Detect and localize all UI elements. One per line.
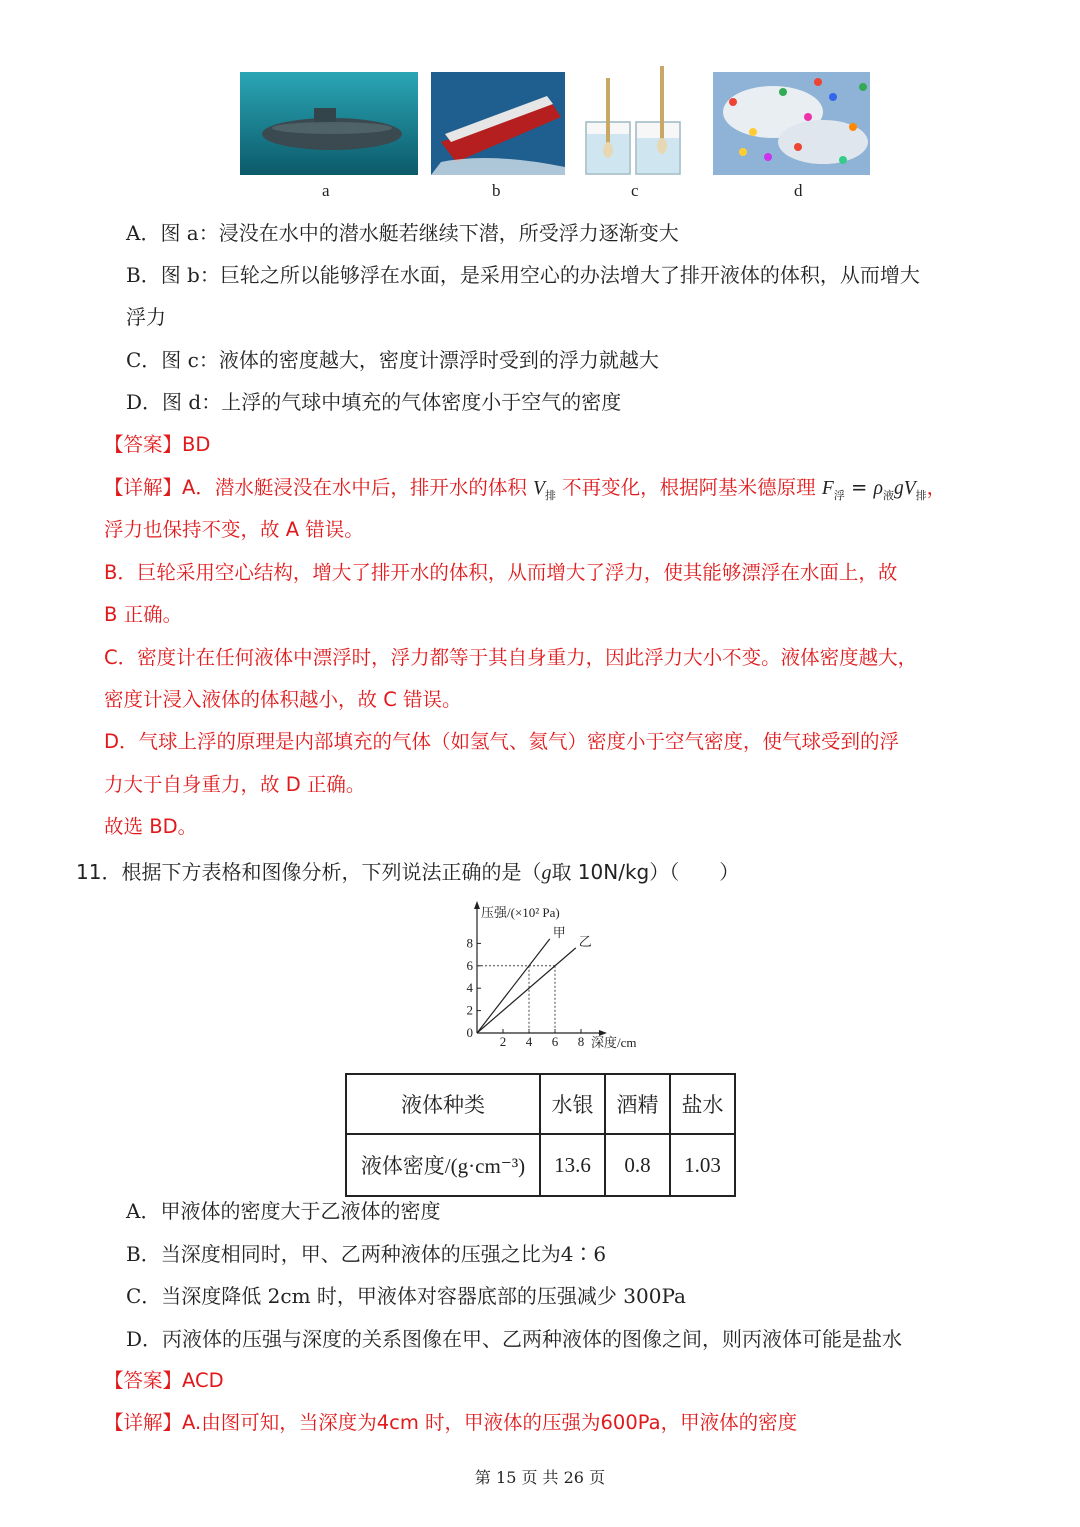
- x-tick-label: 6: [551, 1034, 559, 1049]
- q11-stem: [76, 856, 739, 885]
- q10-option-c: C．图 c：液体的密度越大，密度计漂浮时受到的浮力就越大: [126, 348, 659, 372]
- q11-number: 11．: [76, 860, 122, 884]
- y-axis-arrow: [474, 901, 480, 909]
- y-tick-label: 6: [466, 957, 473, 973]
- q10-detail-1a: 【详解】A．潜水艇浸没在水中后，排开水的体积: [104, 476, 527, 499]
- q10-detail-line3: B．巨轮采用空心结构，增大了排开水的体积，从而增大了浮力，使其能够漂浮在水面上，故: [104, 561, 898, 584]
- q11-detail-line1: 【详解】A.由图可知，当深度为4cm 时，甲液体的压强为600Pa，甲液体的密度: [104, 1411, 798, 1434]
- table-cell: 13.6: [540, 1134, 605, 1196]
- table-cell: 1.03: [670, 1134, 735, 1196]
- q10-detail-line9: 故选 BD。: [104, 815, 198, 838]
- density-table: [345, 1073, 736, 1197]
- table-row: [346, 1134, 735, 1196]
- q11-option-c: C．当深度降低 2cm 时，甲液体对容器底部的压强减少 300Pa: [126, 1284, 686, 1308]
- series-label: 甲: [552, 924, 566, 940]
- q11-option-b: B．当深度相同时，甲、乙两种液体的压强之比为4∶6: [126, 1242, 607, 1266]
- q11-stem-b: 取 10N/kg）（ ）: [551, 860, 740, 884]
- table-header-cell: 盐水: [670, 1074, 735, 1134]
- q10-detail-line6: 密度计浸入液体的体积越小，故 C 错误。: [104, 688, 462, 711]
- y-tick-label: 4: [466, 980, 473, 996]
- volume-symbol: $V_排$: [533, 478, 556, 502]
- series-line-yi: [477, 948, 576, 1033]
- table-row-label: 液体密度/(g·cm⁻³): [346, 1134, 540, 1196]
- image-c-caption: c: [631, 181, 639, 200]
- q10-option-b-line2: 浮力: [126, 305, 166, 329]
- q11-stem-g: g: [541, 862, 552, 884]
- q10-detail-1b: 不再变化，根据阿基米德原理: [562, 476, 816, 499]
- x-axis-label: 深度/cm: [591, 1035, 637, 1050]
- q10-detail-1c: ，: [926, 476, 947, 499]
- y-tick-label: 8: [466, 935, 473, 951]
- q10-answer: 【答案】BD: [104, 433, 211, 456]
- balloons-image: [713, 72, 870, 175]
- series-line-jia: [477, 939, 550, 1033]
- table-header-cell: 水银: [540, 1074, 605, 1134]
- x-tick-label: 4: [525, 1034, 533, 1049]
- pressure-depth-chart: [455, 897, 655, 1055]
- submarine-image: [240, 72, 418, 175]
- q10-option-d: D．图 d：上浮的气球中填充的气体密度小于空气的密度: [126, 390, 622, 414]
- q10-detail-line5: C．密度计在任何液体中漂浮时，浮力都等于其自身重力，因此浮力大小不变。液体密度越大，: [104, 646, 918, 669]
- x-tick-label: 8: [577, 1034, 585, 1049]
- image-d-caption: d: [794, 181, 803, 200]
- q11-option-d: D．丙液体的压强与深度的关系图像在甲、乙两种液体的图像之间，则丙液体可能是盐水: [126, 1327, 903, 1351]
- q10-detail-line4: B 正确。: [104, 603, 183, 626]
- page-footer: 第 15 页 共 26 页: [474, 1468, 606, 1487]
- image-b-caption: b: [492, 181, 501, 200]
- table-header-cell: 液体种类: [346, 1074, 540, 1134]
- q11-stem-a: 根据下方表格和图像分析，下列说法正确的是（: [121, 860, 542, 884]
- archimedes-formula: $F_浮 = \rho_液gV_排$: [821, 476, 927, 502]
- q10-option-b-line1: B．图 b：巨轮之所以能够浮在水面，是采用空心的办法增大了排开液体的体积，从而增大: [126, 263, 920, 287]
- q10-option-a: A．图 a：浸没在水中的潜水艇若继续下潜，所受浮力逐渐变大: [126, 221, 679, 245]
- y-tick-label: 0: [466, 1025, 473, 1040]
- hydrometer-image: [582, 64, 688, 176]
- image-a-caption: a: [322, 181, 330, 200]
- q10-detail-line1: [104, 474, 946, 510]
- y-axis-label: 压强/(×10² Pa): [481, 905, 560, 920]
- series-label: 乙: [578, 933, 592, 949]
- q10-detail-line2: 浮力也保持不变，故 A 错误。: [104, 518, 364, 541]
- x-tick-label: 2: [499, 1034, 507, 1049]
- q10-detail-line8: 力大于自身重力，故 D 正确。: [104, 773, 366, 796]
- table-cell: 0.8: [605, 1134, 670, 1196]
- y-tick-label: 2: [466, 1002, 473, 1018]
- table-header-cell: 酒精: [605, 1074, 670, 1134]
- cargo-ship-image: [431, 72, 565, 175]
- q11-option-a: A．甲液体的密度大于乙液体的密度: [126, 1199, 441, 1223]
- q10-detail-line7: D．气球上浮的原理是内部填充的气体（如氢气、氦气）密度小于空气密度，使气球受到的浮: [104, 730, 900, 753]
- table-row: [346, 1074, 735, 1134]
- q11-answer: 【答案】ACD: [104, 1369, 224, 1392]
